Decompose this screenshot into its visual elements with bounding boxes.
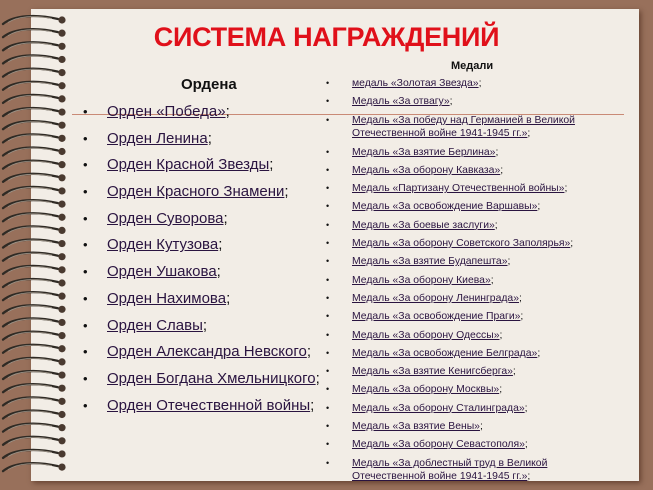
bullet-icon: • <box>326 201 330 212</box>
medal-item: • Медаль «За оборону Киева»; <box>326 274 494 286</box>
order-link[interactable]: Орден Отечественной войны <box>107 396 311 414</box>
bullet-icon: • <box>83 237 88 253</box>
bullet-icon: • <box>83 157 88 173</box>
spiral-ring <box>3 450 66 458</box>
spiral-ring <box>3 121 66 129</box>
medal-item: • Медаль «За оборону Одессы»; <box>326 329 503 341</box>
bullet-icon: • <box>83 264 88 280</box>
order-link[interactable]: Орден Красного Знамени <box>107 183 285 201</box>
order-item: • Орден Кутузова; <box>80 232 320 259</box>
bullet-icon: • <box>326 292 330 303</box>
spiral-ring <box>3 397 66 405</box>
bullet-icon: • <box>326 256 330 267</box>
bullet-icon: • <box>83 104 88 119</box>
bullet-icon: • <box>326 311 330 322</box>
medal-link[interactable]: Медаль «За взятие Вены» <box>352 421 480 433</box>
medal-link[interactable]: Медаль «За оборону Одессы» <box>352 329 500 341</box>
spiral-ring <box>3 161 66 169</box>
orders-list <box>80 99 320 419</box>
medals-list <box>324 77 597 489</box>
spiral-ring <box>3 384 66 392</box>
spiral-ring <box>3 463 66 471</box>
order-item: • Орден Славы; <box>80 313 320 340</box>
bullet-icon: • <box>326 347 330 358</box>
medal-link[interactable]: Медаль «За освобождение Белграда» <box>352 347 538 359</box>
spiral-ring <box>3 358 66 366</box>
bullet-icon: • <box>326 78 330 88</box>
spiral-ring <box>3 371 66 379</box>
spiral-ring <box>3 305 66 313</box>
medal-item: • Медаль «За взятие Вены»; <box>326 421 483 433</box>
order-item: • Орден Отечественной войны; <box>80 393 320 420</box>
bullet-icon: • <box>83 184 88 200</box>
spiral-ring <box>3 226 66 234</box>
medal-item: • Медаль «За оборону Сталинграда»; <box>326 402 528 414</box>
medal-link[interactable]: Медаль «За боевые заслуги» <box>352 219 495 231</box>
medal-link[interactable]: Медаль «За освобождение Варшавы» <box>352 201 538 213</box>
spiral-ring <box>3 253 66 261</box>
order-item: • Орден Нахимова; <box>80 286 320 313</box>
spiral-ring <box>3 108 66 116</box>
medal-item: • Медаль «За оборону Москвы»; <box>326 384 503 396</box>
medal-item: • Медаль «За оборону Ленинграда»; <box>326 292 522 304</box>
medal-item: • Медаль «За взятие Берлина»; <box>326 146 499 158</box>
spiral-ring <box>3 148 66 156</box>
medal-item: • Медаль «За освобождение Белграда»; <box>326 347 541 359</box>
medal-link[interactable]: Медаль «Партизану Отечественной войны» <box>352 183 565 195</box>
bullet-icon: • <box>326 384 330 395</box>
bullet-icon: • <box>83 317 88 333</box>
order-link[interactable]: Орден Ленина <box>107 129 208 147</box>
spiral-ring <box>3 82 66 90</box>
medal-link[interactable]: Медаль «За оборону Сталинграда» <box>352 402 525 414</box>
bullet-icon: • <box>83 130 88 146</box>
order-link[interactable]: Орден Александра Невского <box>107 343 307 361</box>
medal-link[interactable]: Медаль «За взятие Кенигсберга» <box>352 366 513 378</box>
spiral-ring <box>3 240 66 248</box>
order-item: • Орден Красного Знамени; <box>80 179 320 206</box>
medal-item: • Медаль «За освобождение Праги»; <box>326 311 524 323</box>
medal-item: • Медаль «За взятие Кенигсберга»; <box>326 366 516 378</box>
medal-item: • Медаль «За взятие Будапешта»; <box>326 256 511 268</box>
spiral-ring <box>3 292 66 300</box>
order-link[interactable]: Орден Кутузова <box>107 236 219 254</box>
spiral-ring <box>3 200 66 208</box>
bullet-icon: • <box>326 402 330 413</box>
medal-link[interactable]: Медаль «За отвагу» <box>352 96 450 108</box>
medal-link[interactable]: Медаль «За оборону Советского Заполярья» <box>352 238 571 250</box>
spiral-ring <box>3 318 66 326</box>
spiral-ring <box>3 332 66 340</box>
bullet-icon: • <box>326 164 330 175</box>
slide-title: СИСТЕМА НАГРАЖДЕНИЙ <box>153 22 500 52</box>
medal-link[interactable]: Медаль «За оборону Ленинграда» <box>352 292 519 304</box>
medal-item: • Медаль «За освобождение Варшавы»; <box>326 201 541 213</box>
order-link[interactable]: Орден Славы <box>107 316 203 334</box>
medal-link[interactable]: Медаль «За взятие Берлина» <box>352 146 496 158</box>
medal-link[interactable]: Медаль «За оборону Севастополя» <box>352 439 525 451</box>
order-link[interactable]: Орден Суворова <box>107 209 224 227</box>
order-item: • Орден Богдана Хмельницкого; <box>80 366 320 393</box>
bullet-icon: • <box>326 329 330 340</box>
bullet-icon: • <box>326 274 330 285</box>
bullet-icon: • <box>83 344 88 360</box>
bullet-icon: • <box>83 210 88 226</box>
order-link[interactable]: Орден Красной Звезды <box>107 156 270 174</box>
spiral-ring <box>3 174 66 182</box>
order-item: • Орден Ленина; <box>80 126 320 153</box>
medal-item: • Медаль «За оборону Кавказа»; <box>326 164 504 176</box>
spiral-ring <box>3 69 66 77</box>
bullet-icon: • <box>83 290 88 306</box>
medal-item: • Медаль «За оборону Севастополя»; <box>326 439 528 451</box>
order-item: • Орден Александра Невского; <box>80 339 320 366</box>
bullet-icon: • <box>326 146 330 157</box>
medal-item: • Медаль «За победу над Германией в Великой Отечественной войне 1941-1945 гг.»; <box>326 114 575 139</box>
spiral-ring <box>3 279 66 287</box>
medal-link[interactable]: Медаль «За доблестный труд в Великой Отечественной войне 1941-1945 гг.» <box>352 457 548 482</box>
medal-link[interactable]: Медаль «За взятие Будапешта» <box>352 256 508 268</box>
medal-link[interactable]: медаль «Золотая Звезда» <box>352 78 479 89</box>
medal-link[interactable]: Медаль «За победу над Германией в Великой Отечественной войне 1941-1945 гг.» <box>352 114 575 139</box>
spiral-ring <box>3 95 66 103</box>
orders-heading: Ордена <box>181 76 237 93</box>
medal-item: • Медаль «За отвагу»; <box>326 96 453 108</box>
spiral-ring <box>3 345 66 353</box>
order-item: • Орден «Победа»; <box>80 99 320 126</box>
medal-link[interactable]: Медаль «За оборону Москвы» <box>352 384 500 396</box>
bullet-icon: • <box>326 366 330 377</box>
order-link[interactable]: Орден «Победа» <box>107 103 226 120</box>
spiral-ring <box>3 266 66 274</box>
bullet-icon: • <box>326 421 330 432</box>
bullet-icon: • <box>326 114 330 125</box>
order-item: • Орден Красной Звезды; <box>80 152 320 179</box>
spiral-ring <box>3 411 66 419</box>
order-link[interactable]: Орден Богдана Хмельницкого <box>107 369 316 387</box>
spiral-ring <box>3 134 66 142</box>
bullet-icon: • <box>83 370 88 386</box>
medal-link[interactable]: Медаль «За оборону Киева» <box>352 274 491 286</box>
medal-item: • медаль «Золотая Звезда»; <box>326 78 482 89</box>
medals-heading: Медали <box>451 60 494 72</box>
order-link[interactable]: Орден Нахимова <box>107 289 227 307</box>
bullet-icon: • <box>326 238 330 249</box>
medal-item: • Медаль «За доблестный труд в Великой Отечественной войне 1941-1945 гг.»; <box>326 457 548 482</box>
bullet-icon: • <box>326 183 330 194</box>
bullet-icon: • <box>83 397 88 413</box>
order-item: • Орден Ушакова; <box>80 259 320 286</box>
spiral-ring <box>3 424 66 432</box>
bullet-icon: • <box>326 457 330 468</box>
medal-link[interactable]: Медаль «За оборону Кавказа» <box>352 164 501 176</box>
order-link[interactable]: Орден Ушакова <box>107 263 217 281</box>
bullet-icon: • <box>326 219 330 230</box>
spiral-ring <box>3 437 66 445</box>
medal-item: • Медаль «Партизану Отечественной войны»; <box>326 183 568 195</box>
bullet-icon: • <box>326 96 330 107</box>
spiral-ring <box>3 187 66 195</box>
spiral-binding-icon <box>0 14 72 474</box>
order-item: • Орден Суворова; <box>80 206 320 233</box>
medal-item: • Медаль «За боевые заслуги»; <box>326 219 498 231</box>
medal-item: • Медаль «За оборону Советского Заполярья»; <box>326 238 574 250</box>
medal-link[interactable]: Медаль «За освобождение Праги» <box>352 311 521 323</box>
spiral-ring <box>3 55 66 63</box>
spiral-ring <box>3 213 66 221</box>
bullet-icon: • <box>326 439 330 450</box>
